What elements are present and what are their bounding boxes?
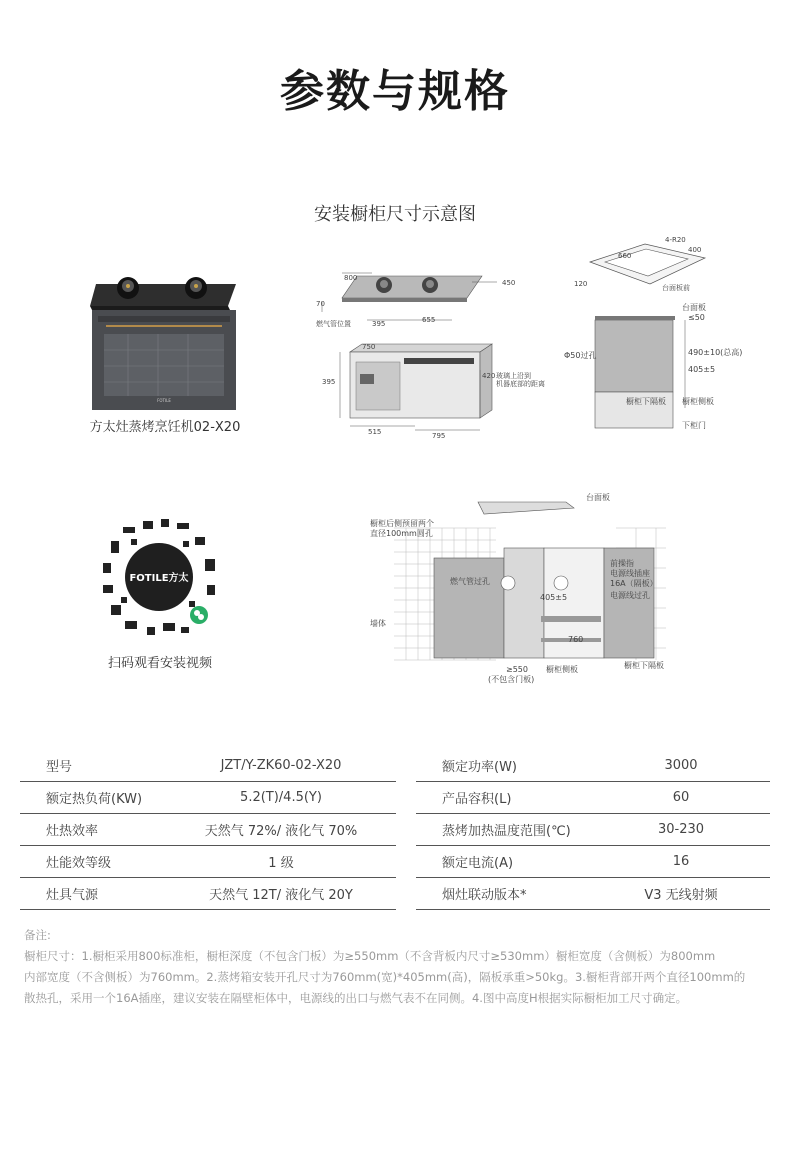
notes-line: 橱柜尺寸：1.橱柜采用800标准柜，橱柜深度（不包含门板）为≥550mm（不含背板内尺寸≥530mm）橱柜宽度（含侧板）为800mm	[24, 949, 716, 963]
table-row	[20, 782, 770, 814]
cabinet-405-label: 405±5	[540, 593, 568, 602]
section-lower-door-label: 下柜门	[682, 421, 706, 430]
spec-value: 60	[592, 782, 770, 814]
section-lower-board-label: 橱柜下隔板	[626, 397, 666, 406]
counter-front-label: 台面板前	[662, 284, 690, 292]
spec-value: 3000	[592, 750, 770, 782]
spec-key: 蒸烤加热温度范围(℃)	[416, 814, 592, 846]
spec-key: 产品容积(L)	[416, 782, 592, 814]
spec-value: 天然气 12T/ 液化气 20Y	[166, 878, 396, 910]
cabinet-countertop-label: 台面板	[586, 493, 610, 502]
svg-text:FOTILE: FOTILE	[157, 398, 171, 403]
dim-450: 450	[502, 279, 516, 287]
cabinet-depth-note: (不包含门板)	[488, 675, 535, 684]
table-row	[20, 814, 770, 846]
notes-line: 内部宽度（不含侧板）为760mm。2.蒸烤箱安装开孔尺寸为760mm(宽)*405mm(高)，隔板承重>50kg。3.橱柜背部开两个直径100mm的	[24, 970, 746, 984]
table-row	[20, 846, 770, 878]
spec-key: 灶热效率	[20, 814, 166, 846]
qr-brand-logo: FOTILE方太	[129, 573, 189, 584]
spec-value: 天然气 72%/ 液化气 70%	[166, 814, 396, 846]
spec-value: JZT/Y-ZK60-02-X20	[166, 750, 396, 782]
oven-note-2: 机器底部的距离	[496, 380, 545, 388]
wall-label: 墙体	[370, 619, 386, 628]
cabinet-front-label: 前操指	[610, 559, 634, 568]
dim-4r20: 4-R20	[665, 236, 686, 244]
spec-key: 灶具气源	[20, 878, 166, 910]
oven-note-1: 玻璃上沿到	[496, 372, 531, 380]
gas-pipe-label: 燃气管位置	[316, 320, 351, 328]
spec-value: V3 无线射频	[592, 878, 770, 910]
cabinet-760-label: 760	[568, 635, 584, 644]
notes-label: 备注:	[24, 928, 51, 942]
dim-395: 395	[372, 320, 386, 328]
cooktop-dimension-diagram	[312, 268, 522, 332]
spec-key: 额定电流(A)	[416, 846, 592, 878]
dim-515: 515	[368, 428, 382, 436]
spec-value: 5.2(T)/4.5(Y)	[166, 782, 396, 814]
dim-795: 795	[432, 432, 446, 440]
dim-800: 800	[344, 274, 358, 282]
cabinet-socket-label: 电源线插座	[610, 569, 650, 578]
dim-70: 70	[316, 300, 325, 308]
qr-code	[97, 515, 221, 639]
table-gap	[396, 750, 416, 782]
section-hole-label: Φ50过孔	[564, 351, 597, 360]
oven-dimension-diagram	[320, 340, 550, 440]
spec-key: 烟灶联动版本*	[416, 878, 592, 910]
cabinet-rear-holes-label-1: 橱柜后侧预留两个	[370, 519, 434, 528]
table-gap	[396, 814, 416, 846]
specs-table	[20, 750, 770, 910]
spec-key: 型号	[20, 750, 166, 782]
product-caption: 方太灶蒸烤烹饪机02-X20	[89, 420, 241, 435]
cabinet-socket-spec-label: 16A（隔板）	[610, 579, 658, 588]
dim-750: 750	[362, 343, 376, 351]
section-subtitle: 安装橱柜尺寸示意图	[314, 204, 476, 225]
table-gap	[396, 782, 416, 814]
countertop-cutout-diagram	[570, 232, 720, 298]
spec-value: 30-230	[592, 814, 770, 846]
spec-value: 1 级	[166, 846, 396, 878]
section-max50-label: ≤50	[688, 313, 705, 322]
spec-key: 额定功率(W)	[416, 750, 592, 782]
spec-key: 额定热负荷(KW)	[20, 782, 166, 814]
table-gap	[396, 846, 416, 878]
table-gap	[396, 878, 416, 910]
dim-400: 400	[688, 246, 702, 254]
section-side-board-label: 橱柜侧板	[682, 397, 714, 406]
section-total-height-label: 490±10(总高)	[688, 348, 743, 357]
cabinet-install-diagram	[366, 488, 676, 688]
dim-660: 660	[618, 252, 632, 260]
dim-655: 655	[422, 316, 436, 324]
dim-395-height: 395	[322, 378, 336, 386]
page-title: 参数与规格	[280, 66, 510, 117]
section-countertop-label: 台面板	[682, 303, 706, 312]
cabinet-depth-label: ≥550	[506, 665, 528, 674]
cabinet-rear-holes-label-2: 直径100mm圆孔	[370, 529, 433, 538]
cabinet-lower-board-label: 橱柜下隔板	[624, 661, 664, 670]
qr-caption: 扫码观看安装视频	[107, 656, 212, 671]
table-row	[20, 750, 770, 782]
product-image	[88, 270, 244, 410]
spec-value: 16	[592, 846, 770, 878]
section-405-label: 405±5	[688, 365, 716, 374]
dim-120: 120	[574, 280, 588, 288]
cabinet-side-board-label: 橱柜侧板	[546, 665, 578, 674]
cabinet-gas-hole-label: 燃气管过孔	[450, 577, 490, 586]
cabinet-power-hole-label: 电源线过孔	[610, 591, 650, 600]
notes-section	[24, 925, 764, 1009]
table-row	[20, 878, 770, 910]
cabinet-section-diagram	[560, 300, 750, 435]
notes-line: 散热孔，采用一个16A插座，建议安装在隔壁柜体中，电源线的出口与燃气表不在同侧。4.图中高度H根据实际橱柜加工尺寸确定。	[24, 991, 688, 1005]
dim-420: 420	[482, 372, 496, 380]
spec-key: 灶能效等级	[20, 846, 166, 878]
